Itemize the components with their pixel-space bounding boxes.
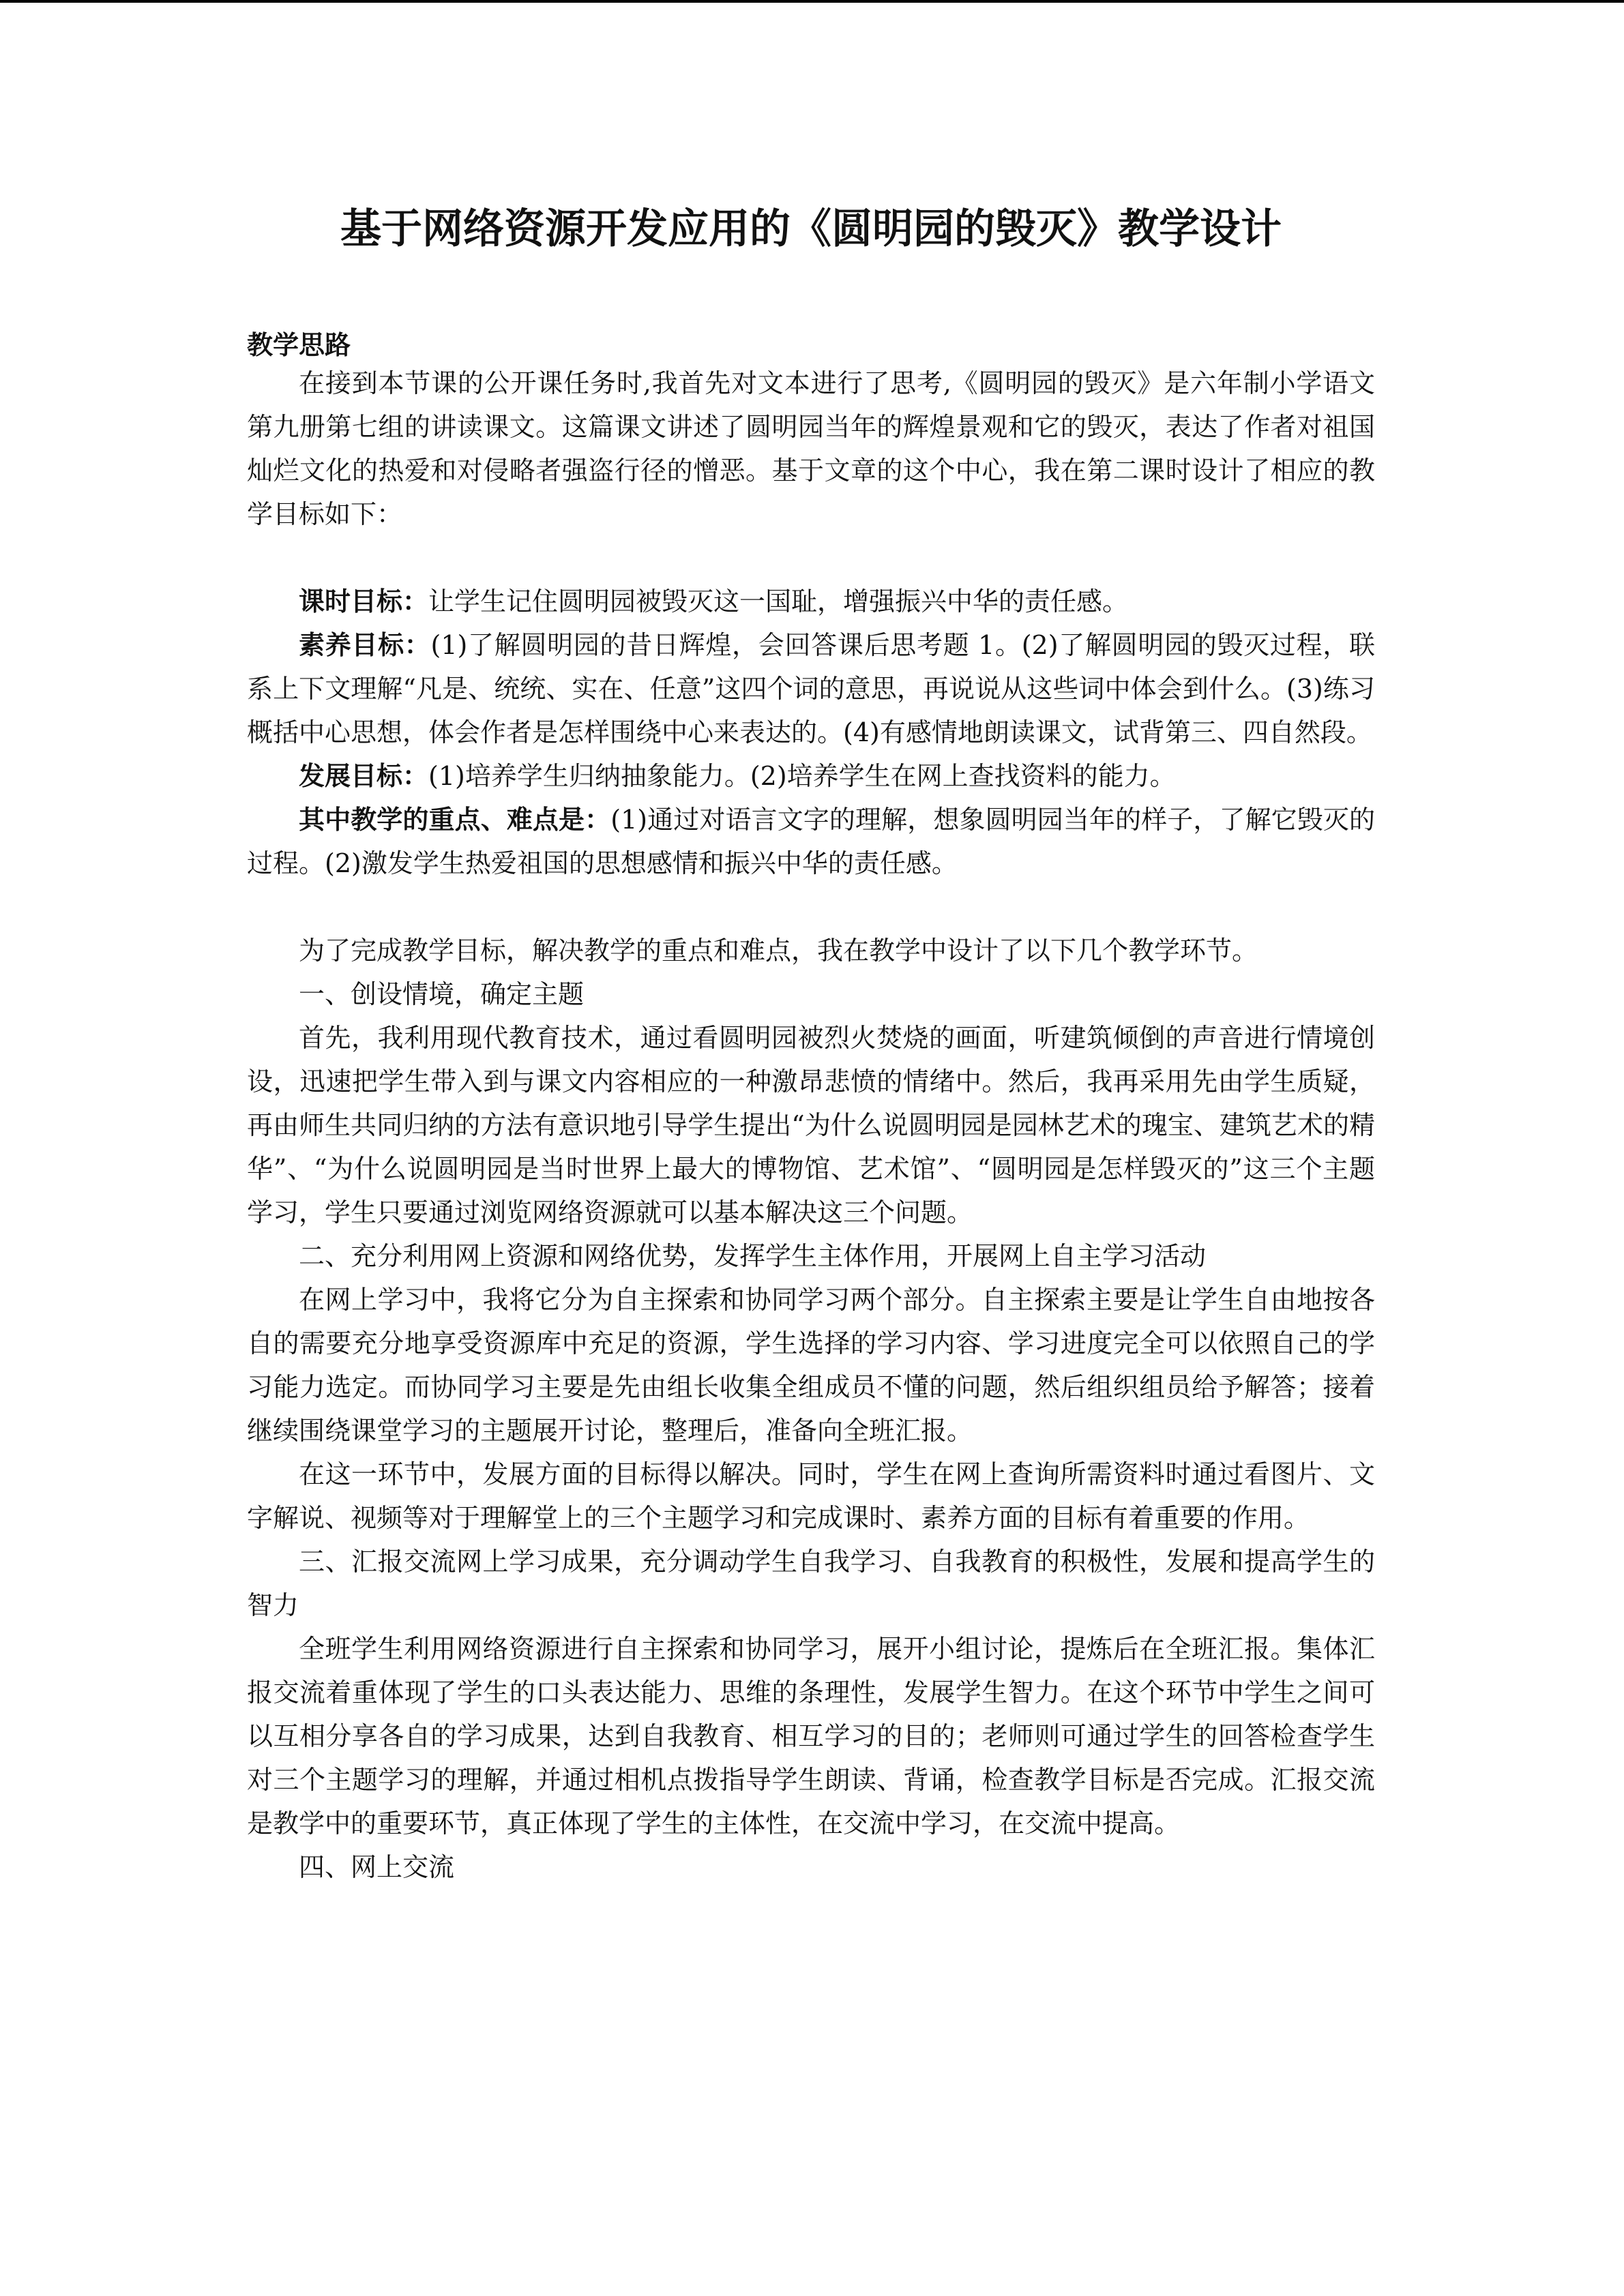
body-paragraph: 在这一环节中，发展方面的目标得以解决。同时，学生在网上查询所需资料时通过看图片、文字解说、视频等对于理解堂上的三个主题学习和完成课时、素养方面的目标有着重要的作用。 bbox=[247, 1459, 1375, 1533]
document-title: 基于网络资源开发应用的《圆明园的毁灭》教学设计 bbox=[340, 205, 1282, 253]
goal-label: 其中教学的重点、难点是： bbox=[299, 804, 611, 835]
body-paragraph: 在网上学习中，我将它分为自主探索和协同学习两个部分。自主探索主要是让学生自由地按各自的需要充分地享受资源库中充足的资源，学生选择的学习内容、学习进度完全可以依照自己的学习能力选定。而协同学习主要是先由组长收集全组成员不懂的问题，然后组织组员给予解答；接着继续围绕课堂学习的主题展开讨论，整理后，准备向全班汇报。 bbox=[247, 1285, 1375, 1446]
goal-text: (1)培养学生归纳抽象能力。(2)培养学生在网上查找资料的能力。 bbox=[428, 761, 1176, 791]
goal-text: 让学生记住圆明园被毁灭这一国耻，增强振兴中华的责任感。 bbox=[428, 586, 1129, 616]
page-top-border bbox=[0, 0, 1624, 3]
spacer bbox=[247, 536, 1375, 580]
body-paragraph: 全班学生利用网络资源进行自主探索和协同学习，展开小组讨论，提炼后在全班汇报。集体汇报交流着重体现了学生的口头表达能力、思维的条理性，发展学生智力。在这个环节中学生之间可以互相分享各自的学习成果，达到自我教育、相互学习的目的；老师则可通过学生的回答检查学生对三个主题学习的理解，并通过相机点拨指导学生朗读、背诵，检查教学目标是否完成。汇报交流是教学中的重要环节，真正体现了学生的主体性，在交流中学习，在交流中提高。 bbox=[247, 1634, 1375, 1838]
goal-paragraph bbox=[247, 798, 1375, 885]
goal-text: (1)了解圆明园的昔日辉煌，会回答课后思考题 1。(2)了解圆明园的毁灭过程，联系上下文理解“凡是、统统、实在、任意”这四个词的意思，再说说从这些词中体会到什么。(3)练习概括中心思想，体会作者是怎样围绕中心来表达的。(4)有感情地朗读课文，试背第三、四自然段。 bbox=[247, 630, 1375, 747]
step-heading: 二、充分利用网上资源和网络优势，发挥学生主体作用，开展网上自主学习活动 bbox=[299, 1241, 1207, 1271]
goal-text: (1)通过对语言文字的理解，想象圆明园当年的样子，了解它毁灭的过程。(2)激发学生热爱祖国的思想感情和振兴中华的责任感。 bbox=[247, 805, 1375, 878]
document-body bbox=[247, 361, 1375, 1889]
step-heading: 一、创设情境，确定主题 bbox=[299, 979, 585, 1009]
goal-label: 课时目标： bbox=[299, 586, 429, 616]
body-paragraph: 首先，我利用现代教育技术，通过看圆明园被烈火焚烧的画面，听建筑倾倒的声音进行情境创设，迅速把学生带入到与课文内容相应的一种激昂悲愤的情绪中。然后，我再采用先由学生质疑，再由师生共同归纳的方法有意识地引导学生提出“为什么说圆明园是园林艺术的瑰宝、建筑艺术的精华”、“为什么说圆明园是当时世界上最大的博物馆、艺术馆”、“圆明园是怎样毁灭的”这三个主题学习，学生只要通过浏览网络资源就可以基本解决这三个问题。 bbox=[247, 1023, 1375, 1227]
spacer bbox=[247, 885, 1375, 929]
goal-label: 发展目标： bbox=[299, 760, 429, 791]
body-paragraph: 为了完成教学目标，解决教学的重点和难点，我在教学中设计了以下几个教学环节。 bbox=[299, 936, 1258, 966]
goal-label: 素养目标： bbox=[299, 629, 431, 660]
goal-paragraph bbox=[247, 580, 1375, 623]
intro-paragraph: 在接到本节课的公开课任务时,我首先对文本进行了思考,《圆明园的毁灭》是六年制小学语文第九册第七组的讲读课文。这篇课文讲述了圆明园当年的辉煌景观和它的毁灭，表达了作者对祖国灿烂文化的热爱和对侵略者强盗行径的憎恶。基于文章的这个中心，我在第二课时设计了相应的教学目标如下： bbox=[247, 368, 1375, 529]
goal-paragraph bbox=[247, 754, 1375, 798]
goal-paragraph bbox=[247, 623, 1375, 754]
section-heading: 教学思路 bbox=[247, 329, 351, 360]
step-heading: 三、汇报交流网上学习成果，充分调动学生自我学习、自我教育的积极性，发展和提高学生的智力 bbox=[247, 1547, 1375, 1620]
step-heading: 四、网上交流 bbox=[299, 1852, 455, 1882]
